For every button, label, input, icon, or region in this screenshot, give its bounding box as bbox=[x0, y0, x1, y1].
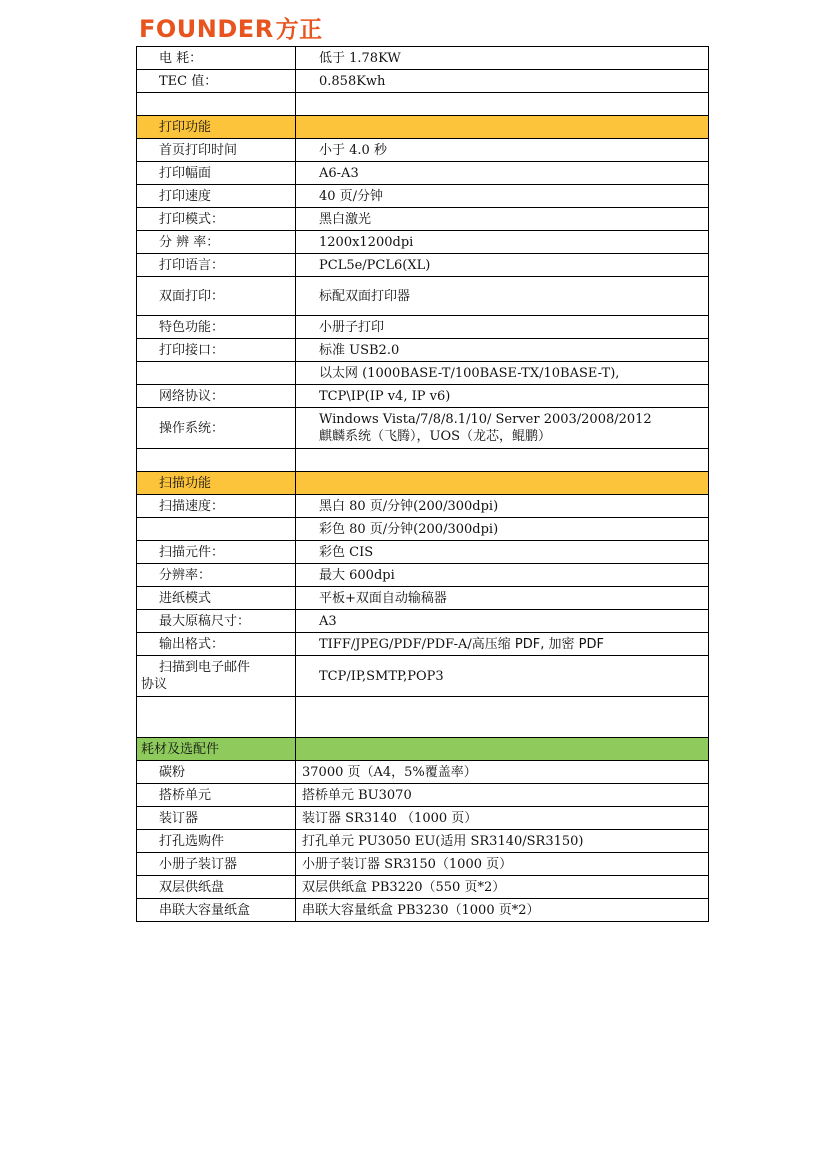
row-value: A6-A3 bbox=[296, 162, 709, 185]
row-value: 标准 USB2.0 bbox=[296, 339, 709, 362]
table-row bbox=[137, 633, 709, 656]
row-value: PCL5e/PCL6(XL) bbox=[296, 254, 709, 277]
row-label: 打孔选购件 bbox=[137, 830, 296, 853]
logo-text-en: FOUNDER bbox=[139, 15, 274, 43]
row-label: 装订器 bbox=[137, 807, 296, 830]
row-label: 打印模式： bbox=[137, 208, 296, 231]
table-row bbox=[137, 362, 709, 385]
row-value: 40 页/分钟 bbox=[296, 185, 709, 208]
row-value: 小于 4.0 秒 bbox=[296, 139, 709, 162]
row-label: 操作系统： bbox=[137, 408, 296, 449]
row-label: 首页打印时间 bbox=[137, 139, 296, 162]
row-value: 双层供纸盒 PB3220（550 页*2） bbox=[296, 876, 709, 899]
row-label: 打印语言： bbox=[137, 254, 296, 277]
table-row bbox=[137, 518, 709, 541]
table-row bbox=[137, 208, 709, 231]
table-row bbox=[137, 610, 709, 633]
row-label: 输出格式： bbox=[137, 633, 296, 656]
row-label: 扫描速度： bbox=[137, 495, 296, 518]
row-value: 小册子打印 bbox=[296, 316, 709, 339]
blank-row bbox=[137, 697, 709, 738]
table-row bbox=[137, 339, 709, 362]
section-title: 耗材及选配件 bbox=[137, 738, 296, 761]
row-value: TIFF/JPEG/PDF/PDF-A/高压缩 PDF, 加密 PDF bbox=[296, 633, 709, 656]
table-row bbox=[137, 784, 709, 807]
table-row bbox=[137, 541, 709, 564]
founder-logo bbox=[139, 11, 323, 44]
table-row bbox=[137, 807, 709, 830]
table-row bbox=[137, 139, 709, 162]
section-header-print bbox=[137, 116, 709, 139]
row-value: 1200x1200dpi bbox=[296, 231, 709, 254]
row-label: 串联大容量纸盒 bbox=[137, 899, 296, 922]
row-value: 装订器 SR3140 （1000 页） bbox=[296, 807, 709, 830]
row-value: TCP/IP,SMTP,POP3 bbox=[296, 656, 709, 697]
logo-text-cn: 方正 bbox=[275, 17, 323, 43]
table-row bbox=[137, 899, 709, 922]
table-row bbox=[137, 830, 709, 853]
blank-row bbox=[137, 93, 709, 116]
section-title: 扫描功能 bbox=[137, 472, 296, 495]
row-label: 电 耗： bbox=[137, 47, 296, 70]
row-label: 双面打印： bbox=[137, 277, 296, 316]
row-value: A3 bbox=[296, 610, 709, 633]
row-value: 搭桥单元 BU3070 bbox=[296, 784, 709, 807]
row-value: 低于 1.78KW bbox=[296, 47, 709, 70]
table-row bbox=[137, 254, 709, 277]
row-value: 0.858Kwh bbox=[296, 70, 709, 93]
row-label: 搭桥单元 bbox=[137, 784, 296, 807]
row-label bbox=[137, 362, 296, 385]
row-label bbox=[137, 518, 296, 541]
row-label: TEC 值： bbox=[137, 70, 296, 93]
row-value: 彩色 80 页/分钟(200/300dpi) bbox=[296, 518, 709, 541]
row-label: 打印幅面 bbox=[137, 162, 296, 185]
row-value: 标配双面打印器 bbox=[296, 277, 709, 316]
row-label: 网络协议： bbox=[137, 385, 296, 408]
row-label: 打印接口： bbox=[137, 339, 296, 362]
row-label: 双层供纸盘 bbox=[137, 876, 296, 899]
table-row-email bbox=[137, 656, 709, 697]
spec-table bbox=[136, 46, 709, 922]
row-value: TCP\IP(IP v4, IP v6) bbox=[296, 385, 709, 408]
row-label: 进纸模式 bbox=[137, 587, 296, 610]
row-label: 小册子装订器 bbox=[137, 853, 296, 876]
row-value: 黑白 80 页/分钟(200/300dpi) bbox=[296, 495, 709, 518]
row-value: 以太网 (1000BASE-T/100BASE-TX/10BASE-T), bbox=[296, 362, 709, 385]
table-row bbox=[137, 761, 709, 784]
table-row bbox=[137, 495, 709, 518]
table-row bbox=[137, 385, 709, 408]
row-value: 串联大容量纸盒 PB3230（1000 页*2） bbox=[296, 899, 709, 922]
row-value: 打孔单元 PU3050 EU(适用 SR3140/SR3150) bbox=[296, 830, 709, 853]
section-header-consumables bbox=[137, 738, 709, 761]
table-row bbox=[137, 185, 709, 208]
row-label: 分 辨 率： bbox=[137, 231, 296, 254]
table-row bbox=[137, 231, 709, 254]
table-row bbox=[137, 162, 709, 185]
row-label: 最大原稿尺寸： bbox=[137, 610, 296, 633]
row-value: 最大 600dpi bbox=[296, 564, 709, 587]
row-label: 分辨率： bbox=[137, 564, 296, 587]
os-line-2: 麒麟系统（飞腾），UOS（龙芯，鲲鹏） bbox=[319, 429, 552, 444]
row-label: 打印速度 bbox=[137, 185, 296, 208]
row-label: 特色功能： bbox=[137, 316, 296, 339]
blank-row bbox=[137, 449, 709, 472]
row-label: 碳粉 bbox=[137, 761, 296, 784]
table-row bbox=[137, 876, 709, 899]
row-value: 37000 页（A4，5%覆盖率） bbox=[296, 761, 709, 784]
os-line-1: Windows Vista/7/8/8.1/10/ Server 2003/2008/2012 bbox=[319, 412, 652, 427]
row-label: 扫描元件： bbox=[137, 541, 296, 564]
section-title: 打印功能 bbox=[137, 116, 296, 139]
row-value: 小册子装订器 SR3150（1000 页） bbox=[296, 853, 709, 876]
table-row-os bbox=[137, 408, 709, 449]
table-row bbox=[137, 316, 709, 339]
table-row bbox=[137, 277, 709, 316]
table-row bbox=[137, 70, 709, 93]
table-row bbox=[137, 47, 709, 70]
table-row bbox=[137, 564, 709, 587]
row-value: 平板+双面自动输稿器 bbox=[296, 587, 709, 610]
section-header-scan bbox=[137, 472, 709, 495]
row-value: 黑白激光 bbox=[296, 208, 709, 231]
table-row bbox=[137, 853, 709, 876]
row-label: 扫描到电子邮件 协议 bbox=[137, 656, 296, 697]
table-row bbox=[137, 587, 709, 610]
os-value bbox=[296, 408, 709, 449]
row-value: 彩色 CIS bbox=[296, 541, 709, 564]
